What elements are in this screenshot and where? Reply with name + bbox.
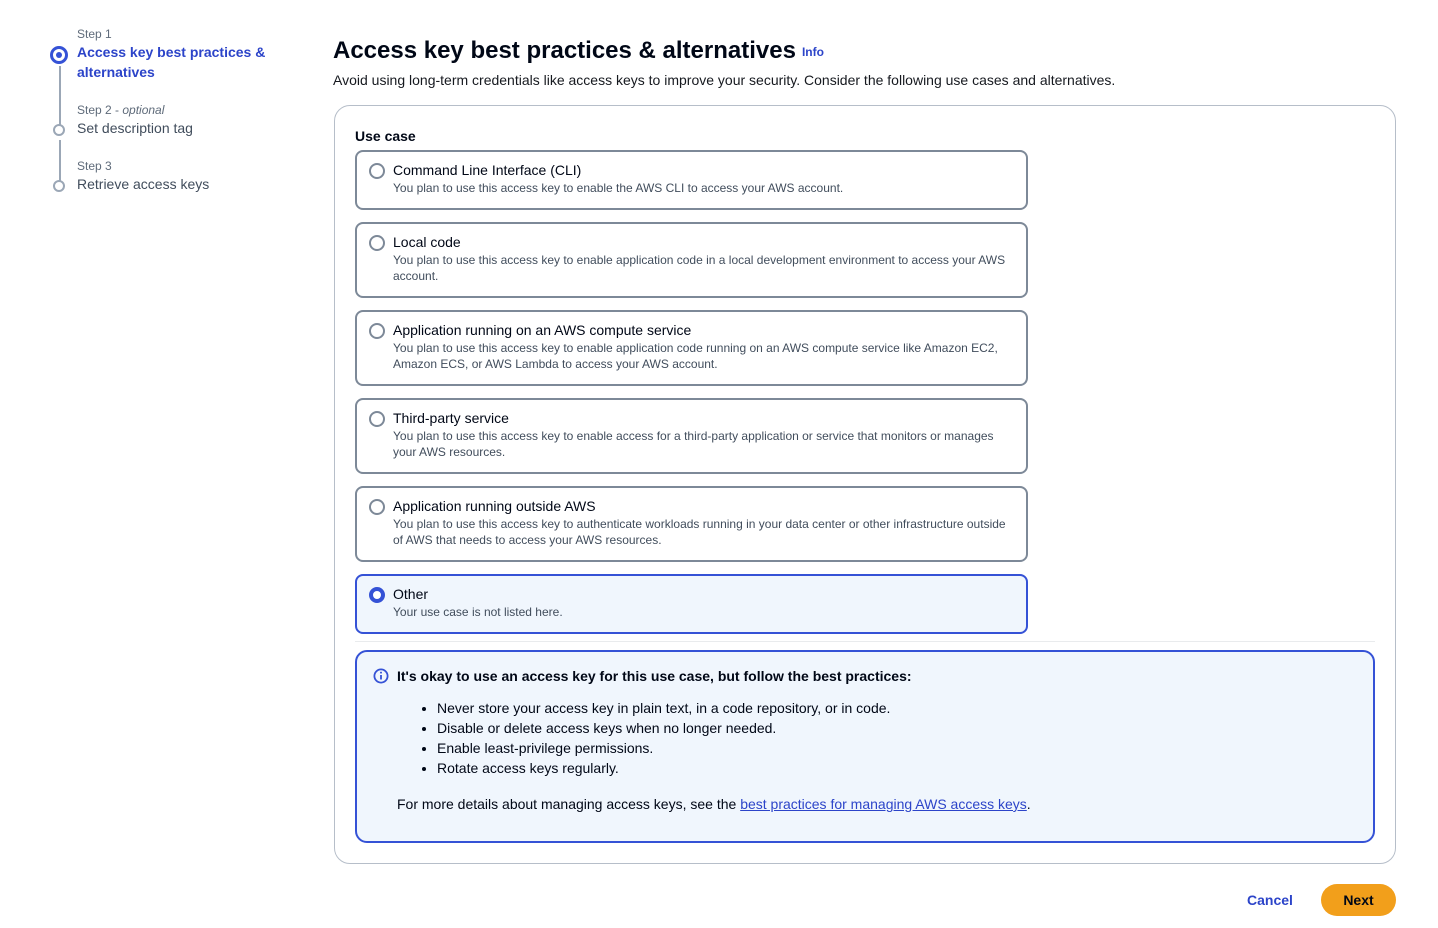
use-case-option-third-party[interactable] (355, 398, 1028, 474)
step-title[interactable]: Retrieve access keys (77, 176, 210, 192)
list-item: • Rotate access keys regularly. (437, 758, 890, 778)
step-title[interactable]: Access key best practices & alternatives (77, 44, 266, 80)
radio-button[interactable] (369, 235, 385, 251)
best-practices-list (397, 698, 890, 778)
alert-footer: For more details about managing access keys, see the best practices for managing AWS access keys. (397, 796, 1031, 812)
option-description: You plan to use this access key to enable application code running on an AWS compute service like Amazon EC2, Amazon ECS, or AWS Lambda to access your AWS account. (393, 341, 998, 371)
info-icon (373, 668, 389, 684)
option-title: Application running on an AWS compute service (393, 322, 692, 338)
list-item: • Enable least-privilege permissions. (437, 738, 890, 758)
next-button[interactable]: Next (1321, 884, 1396, 916)
radio-button[interactable] (369, 499, 385, 515)
use-case-option-other[interactable] (355, 574, 1028, 634)
step-pending-indicator-icon (53, 180, 65, 192)
list-item: • Disable or delete access keys when no longer needed. (437, 718, 890, 738)
step-3[interactable] (48, 158, 298, 198)
step-2[interactable] (48, 102, 298, 158)
page-title: Access key best practices & alternatives Info (333, 37, 824, 64)
cancel-button[interactable]: Cancel (1234, 884, 1306, 916)
divider (355, 641, 1375, 642)
step-1[interactable] (48, 26, 298, 102)
option-description: Your use case is not listed here. (393, 605, 563, 619)
option-description: You plan to use this access key to enable access for a third-party application or service that monitors or manages your AWS resources. (393, 429, 994, 459)
radio-button[interactable] (369, 323, 385, 339)
step-number: Step 1 (77, 27, 112, 41)
option-title: Application running outside AWS (393, 498, 596, 514)
step-pending-indicator-icon (53, 124, 65, 136)
alert-title: It's okay to use an access key for this use case, but follow the best practices: (397, 668, 912, 684)
use-case-option-outside-aws[interactable] (355, 486, 1028, 562)
option-description: You plan to use this access key to enable the AWS CLI to access your AWS account. (393, 181, 844, 195)
step-number: Step 2 - optional (77, 103, 165, 117)
step-number: Step 3 (77, 159, 112, 173)
radio-button[interactable] (369, 163, 385, 179)
best-practices-link[interactable]: best practices for managing AWS access keys (740, 796, 1027, 812)
option-title: Command Line Interface (CLI) (393, 162, 582, 178)
use-case-option-cli[interactable] (355, 150, 1028, 210)
best-practices-alert (355, 650, 1375, 843)
option-title: Other (393, 586, 429, 602)
radio-button[interactable] (369, 411, 385, 427)
use-case-label: Use case (355, 128, 416, 144)
use-case-option-aws-compute[interactable] (355, 310, 1028, 386)
page-description: Avoid using long-term credentials like access keys to improve your security. Consider the following use cases and alternatives. (333, 72, 1116, 88)
use-case-option-local-code[interactable] (355, 222, 1028, 298)
info-link[interactable]: Info (801, 45, 824, 59)
step-active-indicator-icon (50, 46, 68, 64)
option-description: You plan to use this access key to enable application code in a local development environment to access your AWS account. (393, 253, 1006, 283)
radio-button-selected[interactable] (369, 587, 385, 603)
wizard-stepper (48, 26, 298, 198)
step-title[interactable]: Set description tag (77, 120, 193, 136)
option-description: You plan to use this access key to authenticate workloads running in your data center or other infrastructure outside of AWS that needs to access your AWS resources. (393, 517, 1006, 547)
step-optional-label: optional (122, 103, 165, 117)
option-title: Third-party service (393, 410, 509, 426)
option-title: Local code (393, 234, 461, 250)
use-case-container (334, 105, 1396, 864)
list-item: • Never store your access key in plain text, in a code repository, or in code. (437, 698, 890, 718)
